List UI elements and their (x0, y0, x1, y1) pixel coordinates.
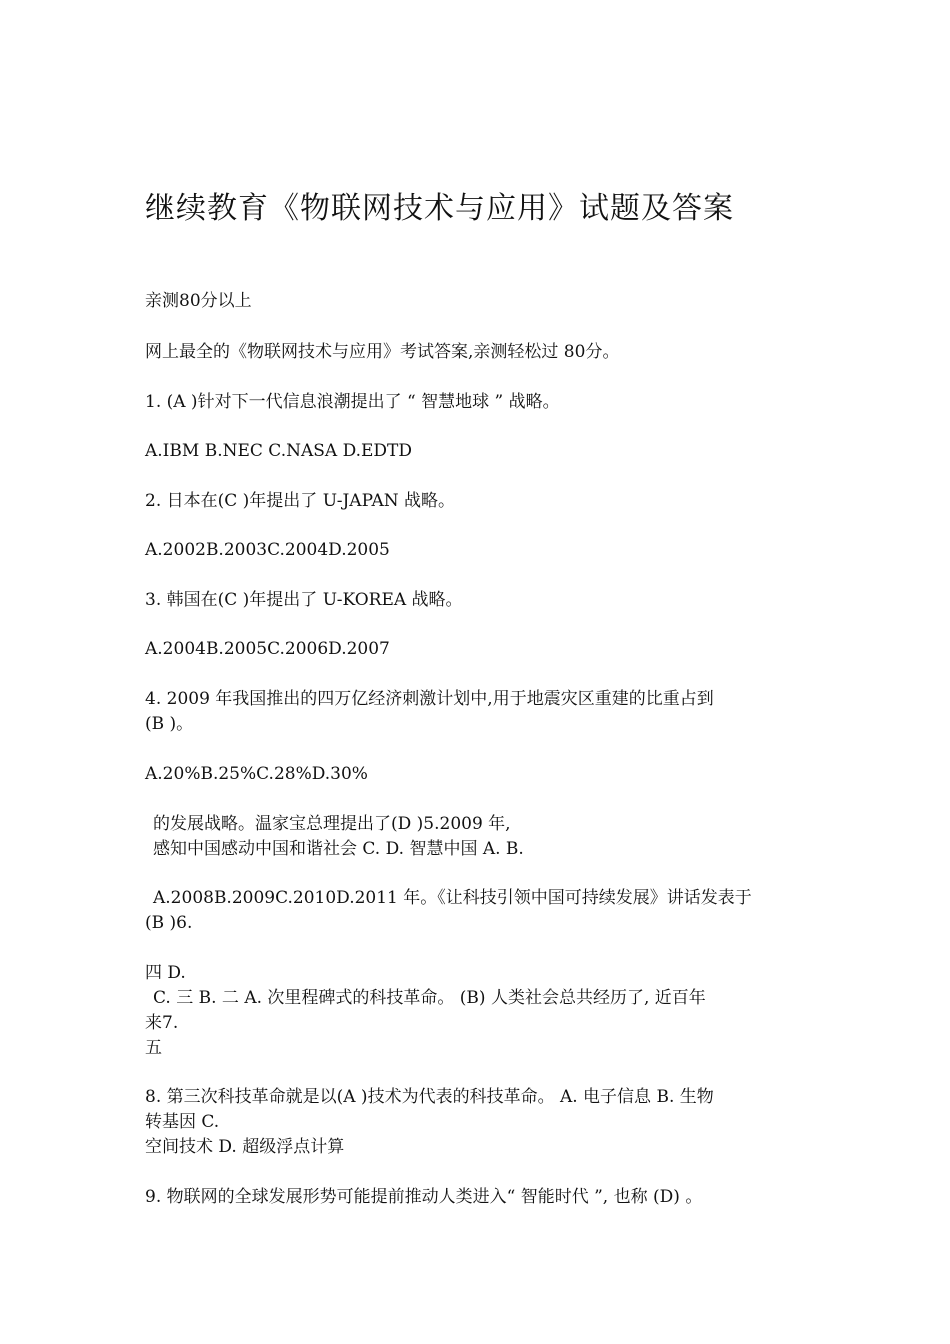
question-4-cont: (B )。 (145, 714, 194, 734)
question-1: 1. (A )针对下一代信息浪潮提出了 “ 智慧地球 ” 战略。 (145, 392, 560, 412)
options-7-d: 四 D. (145, 963, 186, 983)
question-7: C. 三 B. 二 A. 次里程碑式的科技革命。 (B) 人类社会总共经历了, 近百年 (153, 988, 706, 1008)
text-line: 亲测80分以上 (145, 291, 252, 311)
options-7-cont: 五 (145, 1038, 162, 1058)
options-4: A.20%B.25%C.28%D.30% (145, 764, 368, 784)
question-5: 的发展战略。温家宝总理提出了(D )5.2009 年, (153, 814, 511, 834)
options-5: 感知中国感动中国和谐社会 C. D. 智慧中国 A. B. (153, 839, 524, 859)
question-6: A.2008B.2009C.2010D.2011 年。《让科技引领中国可持续发展》讲话发表于 (153, 888, 752, 908)
question-7-cont: 来7. (145, 1013, 179, 1033)
question-8: 8. 第三次科技革命就是以(A )技术为代表的科技革命。 A. 电子信息 B. 生物 (145, 1087, 714, 1107)
options-2: A.2002B.2003C.2004D.2005 (145, 540, 390, 560)
question-8-cont: 转基因 C. (145, 1112, 220, 1132)
document-title: 继续教育《物联网技术与应用》试题及答案 (145, 191, 734, 226)
question-2: 2. 日本在(C )年提出了 U-JAPAN 战略。 (145, 491, 456, 511)
question-3: 3. 韩国在(C )年提出了 U-KOREA 战略。 (145, 590, 463, 610)
question-9: 9. 物联网的全球发展形势可能提前推动人类进入“ 智能时代 ”, 也称 (D) 。 (145, 1187, 703, 1207)
options-3: A.2004B.2005C.2006D.2007 (145, 639, 390, 659)
text-line: 网上最全的《物联网技术与应用》考试答案,亲测轻松过 80分。 (145, 342, 620, 362)
options-1: A.IBM B.NEC C.NASA D.EDTD (145, 441, 413, 461)
question-4: 4. 2009 年我国推出的四万亿经济刺激计划中,用于地震灾区重建的比重占到 (145, 689, 714, 709)
options-8-cont: 空间技术 D. 超级浮点计算 (145, 1137, 345, 1157)
question-6-cont: (B )6. (145, 913, 193, 933)
